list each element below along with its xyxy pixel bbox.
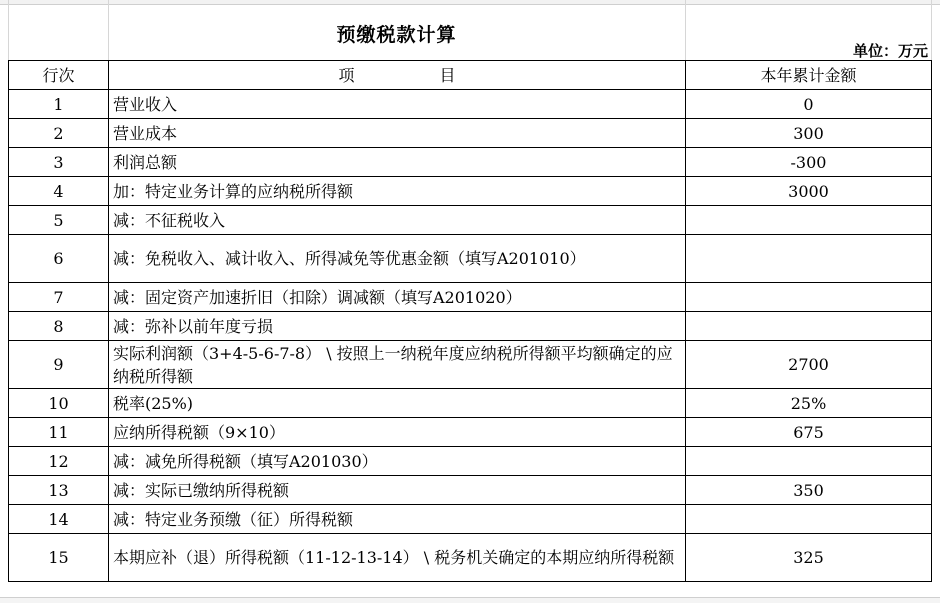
- sheet-gridline: [8, 0, 9, 60]
- amount-cell[interactable]: 300: [686, 119, 932, 148]
- table-row: [9, 283, 932, 312]
- row-number-cell[interactable]: 4: [9, 177, 109, 206]
- sheet-title: 预缴税款计算: [336, 24, 457, 46]
- row-number-cell[interactable]: 13: [9, 476, 109, 505]
- amount-cell[interactable]: [686, 283, 932, 312]
- row-number-cell[interactable]: 10: [9, 389, 109, 418]
- item-cell[interactable]: 营业收入: [109, 90, 686, 119]
- unit-label: 单位：万元: [852, 42, 928, 60]
- item-cell[interactable]: 减：免税收入、减计收入、所得减免等优惠金额（填写A201010）: [109, 235, 686, 283]
- row-number-cell[interactable]: 14: [9, 505, 109, 534]
- header-amount[interactable]: 本年累计金额: [686, 61, 932, 90]
- amount-cell[interactable]: 25%: [686, 389, 932, 418]
- amount-cell[interactable]: 325: [686, 534, 932, 582]
- sheet-top-strip: [0, 0, 940, 5]
- row-number-cell[interactable]: 12: [9, 447, 109, 476]
- amount-cell[interactable]: [686, 206, 932, 235]
- header-item[interactable]: 项 目: [109, 61, 686, 90]
- table-row: [9, 119, 932, 148]
- amount-cell[interactable]: -300: [686, 148, 932, 177]
- amount-cell[interactable]: [686, 447, 932, 476]
- amount-cell[interactable]: 2700: [686, 341, 932, 389]
- table-row: [9, 505, 932, 534]
- table-row: [9, 418, 932, 447]
- item-cell[interactable]: 应纳所得税额（9×10）: [109, 418, 686, 447]
- amount-cell[interactable]: [686, 235, 932, 283]
- item-cell[interactable]: 减：减免所得税额（填写A201030）: [109, 447, 686, 476]
- row-number-cell[interactable]: 9: [9, 341, 109, 389]
- table-row: [9, 341, 932, 389]
- row-number-cell[interactable]: 8: [9, 312, 109, 341]
- sheet-gridline: [685, 0, 686, 60]
- item-cell[interactable]: 利润总额: [109, 148, 686, 177]
- item-cell[interactable]: 加：特定业务计算的应纳税所得额: [109, 177, 686, 206]
- table-row: [9, 534, 932, 582]
- item-cell[interactable]: 实际利润额（3+4-5-6-7-8） \ 按照上一纳税年度应纳税所得额平均额确定的应纳税所得额: [109, 341, 686, 389]
- tax-table: [8, 60, 932, 582]
- header-row-number[interactable]: 行次: [9, 61, 109, 90]
- item-cell[interactable]: 减：实际已缴纳所得税额: [109, 476, 686, 505]
- sheet-bottom-strip: [0, 597, 940, 603]
- row-number-cell[interactable]: 15: [9, 534, 109, 582]
- row-number-cell[interactable]: 11: [9, 418, 109, 447]
- table-row: [9, 90, 932, 119]
- item-cell[interactable]: 本期应补（退）所得税额（11-12-13-14） \ 税务机关确定的本期应纳所得税额: [109, 534, 686, 582]
- row-number-cell[interactable]: 5: [9, 206, 109, 235]
- amount-cell[interactable]: 3000: [686, 177, 932, 206]
- row-number-cell[interactable]: 7: [9, 283, 109, 312]
- item-cell[interactable]: 减：不征税收入: [109, 206, 686, 235]
- item-cell[interactable]: 营业成本: [109, 119, 686, 148]
- table-row: [9, 389, 932, 418]
- amount-cell[interactable]: 0: [686, 90, 932, 119]
- item-cell[interactable]: 减：固定资产加速折旧（扣除）调减额（填写A201020）: [109, 283, 686, 312]
- amount-cell[interactable]: 675: [686, 418, 932, 447]
- item-cell[interactable]: 减：特定业务预缴（征）所得税额: [109, 505, 686, 534]
- row-number-cell[interactable]: 1: [9, 90, 109, 119]
- table-row: [9, 177, 932, 206]
- item-cell[interactable]: 税率(25%): [109, 389, 686, 418]
- row-number-cell[interactable]: 2: [9, 119, 109, 148]
- amount-cell[interactable]: [686, 505, 932, 534]
- table-row: [9, 148, 932, 177]
- table-row: [9, 206, 932, 235]
- row-number-cell[interactable]: 3: [9, 148, 109, 177]
- sheet-gridline: [931, 0, 932, 60]
- amount-cell[interactable]: 350: [686, 476, 932, 505]
- table-row: [9, 235, 932, 283]
- table-row: [9, 476, 932, 505]
- item-cell[interactable]: 减：弥补以前年度亏损: [109, 312, 686, 341]
- table-row: [9, 447, 932, 476]
- row-number-cell[interactable]: 6: [9, 235, 109, 283]
- amount-cell[interactable]: [686, 312, 932, 341]
- table-row: [9, 312, 932, 341]
